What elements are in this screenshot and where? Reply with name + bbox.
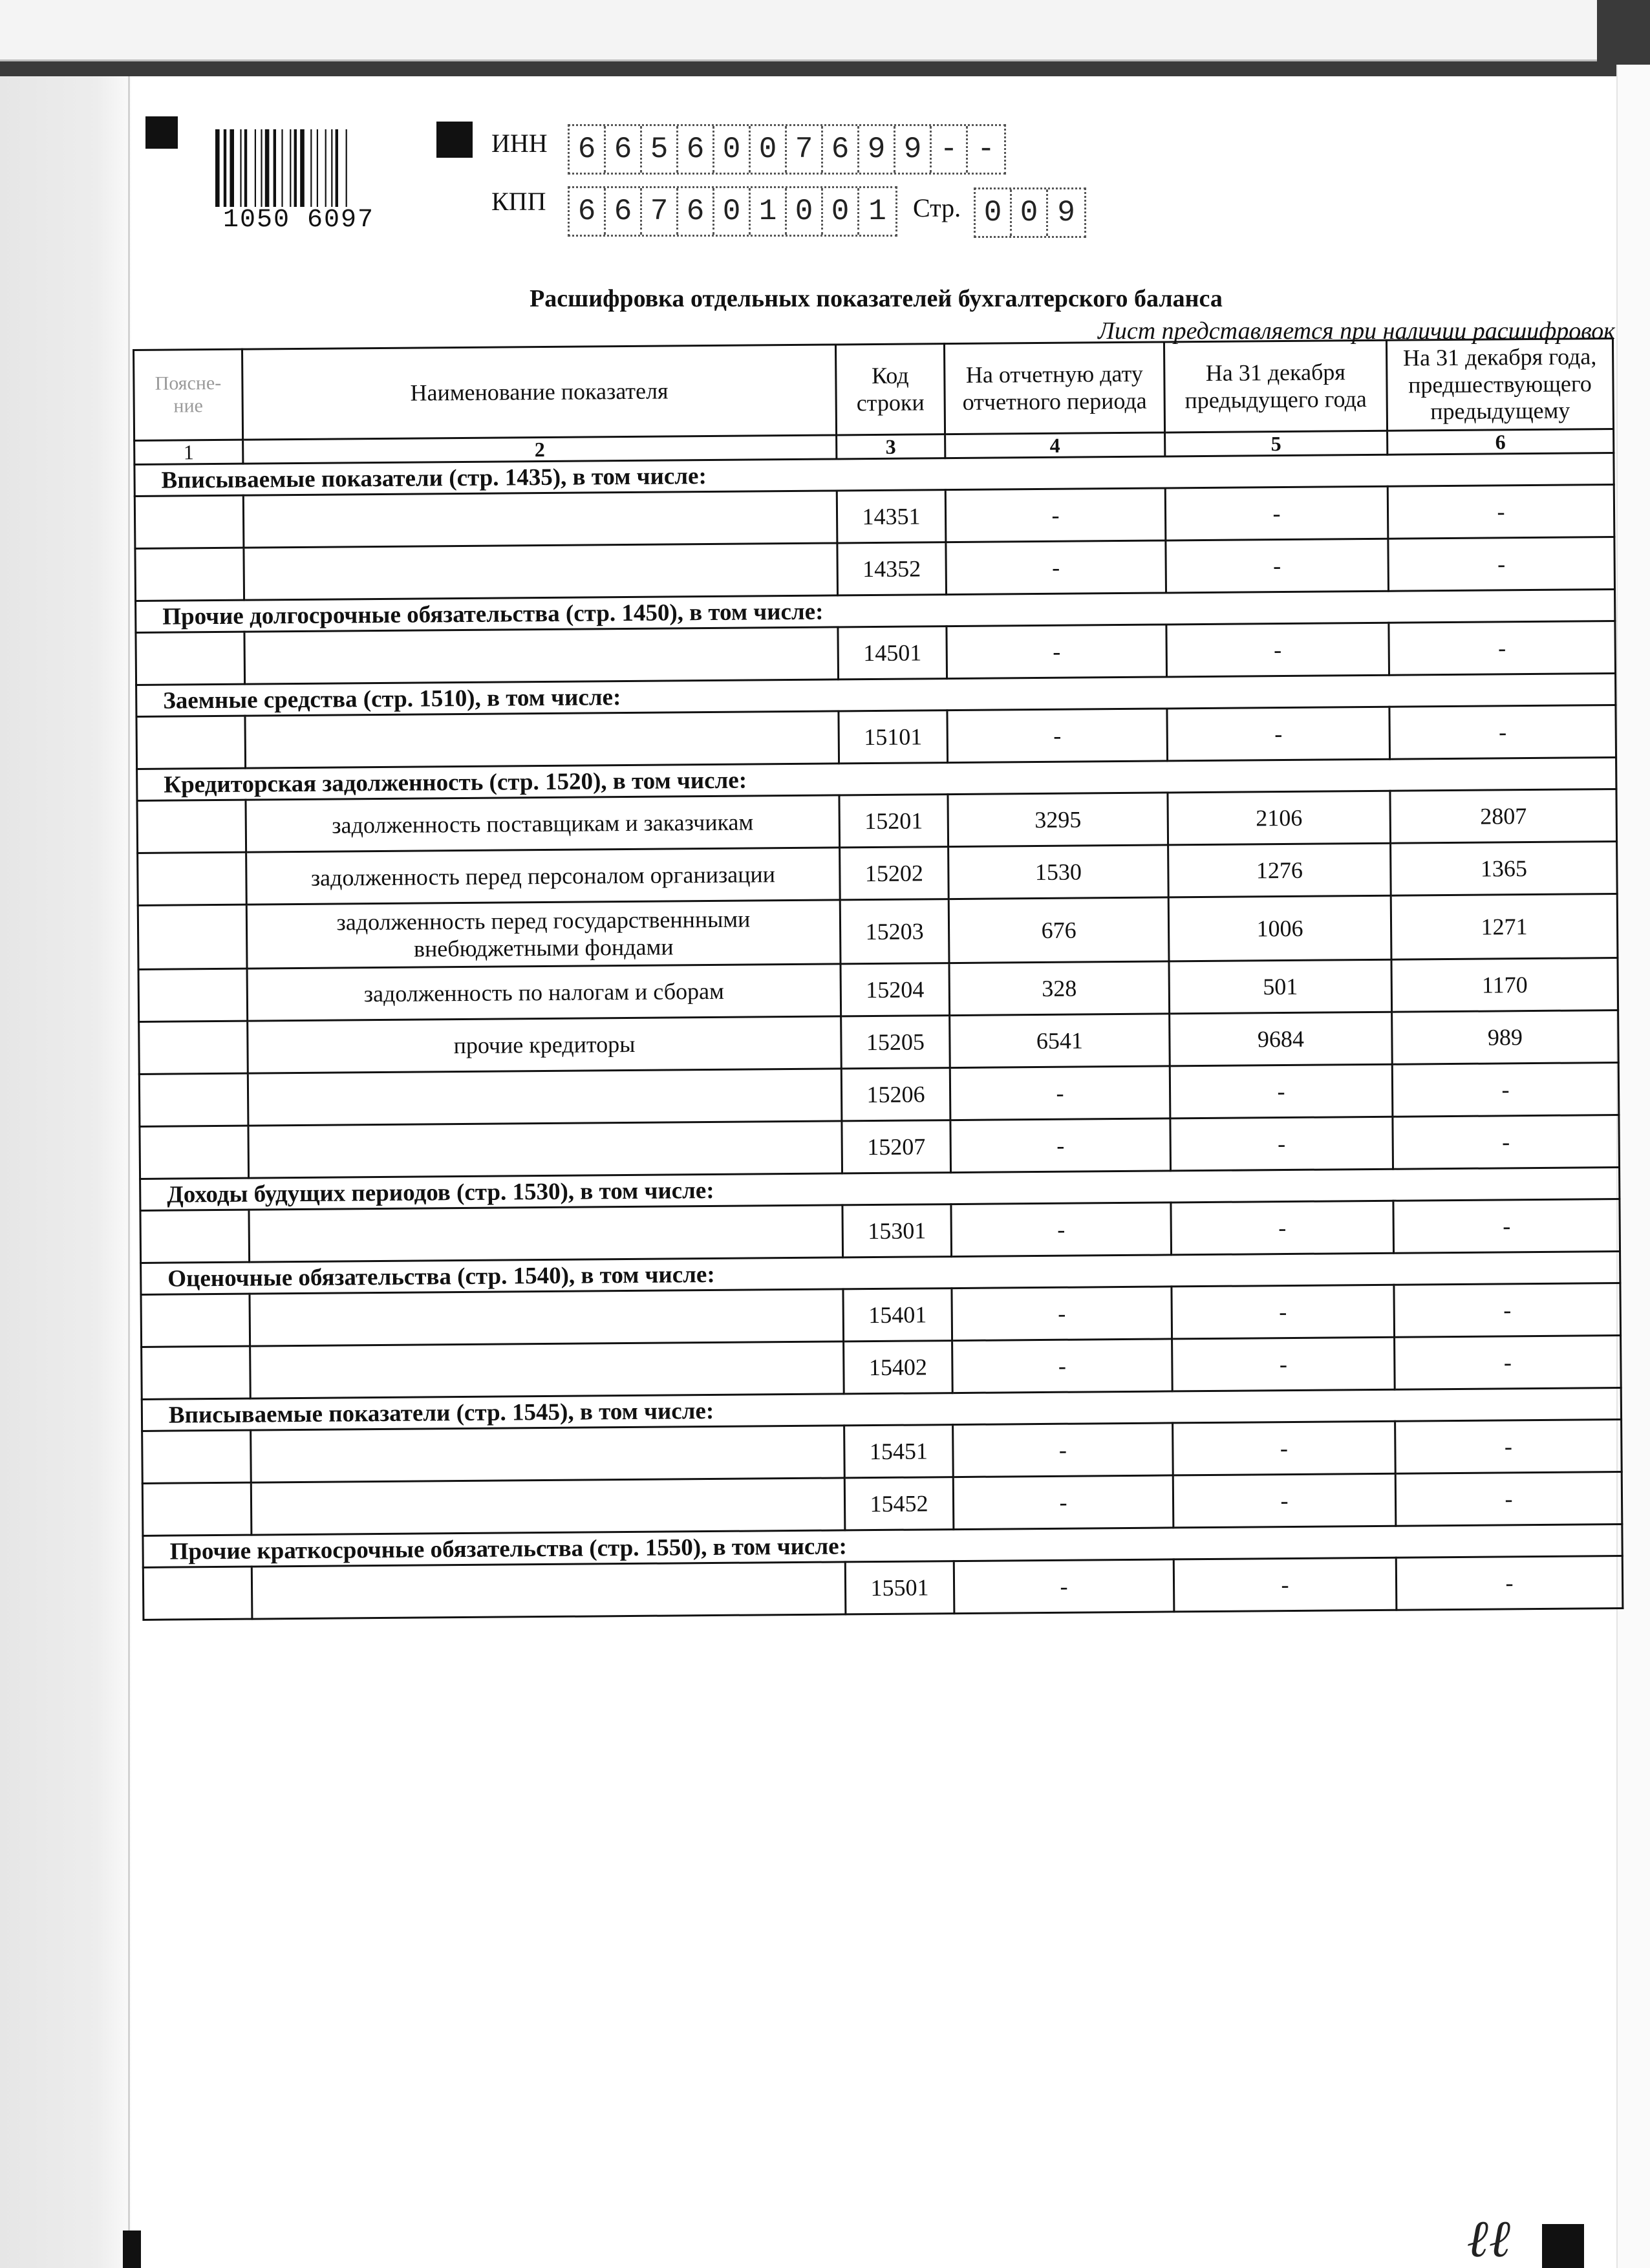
explanation-cell [142, 1430, 252, 1483]
section-title: Вписываемые показатели (стр. 1435), в том числе: [134, 453, 1614, 497]
scan-paper-fold [0, 0, 1597, 61]
digit-cell: 6 [606, 126, 642, 173]
indicator-name [250, 1289, 844, 1346]
value-current-period: - [952, 1339, 1173, 1393]
value-current-period: - [952, 1287, 1172, 1341]
indicator-name [250, 1342, 844, 1398]
value-prev-year: - [1170, 1064, 1393, 1118]
digit-cell: 0 [787, 188, 823, 235]
explanation-cell [135, 548, 244, 601]
digit-cell: 0 [1012, 189, 1048, 236]
corner-mark-bottom-right [1542, 2224, 1584, 2268]
indicator-name [244, 543, 838, 600]
page-number-field [974, 187, 1086, 238]
column-number: 2 [243, 435, 837, 464]
table-row [143, 1556, 1623, 1620]
explanation-cell [142, 1482, 252, 1535]
digit-cell: 0 [823, 188, 859, 235]
value-current-period: 676 [948, 897, 1169, 963]
header-prev-year: На 31 декабря предыдущего года [1164, 340, 1387, 433]
row-code: 15203 [840, 899, 949, 964]
value-prev-prev-year: - [1389, 705, 1616, 760]
row-code: 15452 [844, 1477, 954, 1530]
value-prev-prev-year: - [1395, 1335, 1622, 1389]
digit-cell: 7 [787, 126, 823, 173]
barcode [215, 129, 396, 207]
indicator-name: задолженность перед персоналом организации [246, 848, 841, 904]
value-prev-year: - [1173, 1421, 1396, 1475]
row-code: 15201 [839, 795, 948, 848]
value-prev-year: - [1173, 1473, 1396, 1528]
indicator-name: задолженность по налогам и сборам [247, 964, 841, 1021]
digit-cell: 6 [570, 188, 606, 235]
column-number: 5 [1165, 431, 1388, 456]
row-code: 15207 [842, 1120, 951, 1173]
value-current-period: 6541 [950, 1014, 1170, 1068]
header-current-period: На отчетную дату отчетного периода [944, 342, 1164, 434]
value-prev-prev-year: 1271 [1391, 893, 1618, 959]
header-code: Код строки [835, 344, 945, 435]
explanation-cell [137, 800, 246, 853]
value-prev-year: - [1166, 623, 1389, 677]
indicator-name: задолженность перед государственнными внебюджетными фондами [246, 900, 841, 968]
value-prev-prev-year: 2807 [1390, 789, 1617, 843]
value-prev-year: - [1166, 539, 1389, 593]
value-current-period: - [950, 1066, 1170, 1120]
digit-cell: 6 [823, 126, 859, 173]
explanation-cell [141, 1294, 250, 1347]
value-current-period: 328 [949, 961, 1170, 1016]
explanation-cell [136, 632, 245, 685]
page-label: Стр. [913, 193, 961, 222]
explanation-cell [140, 1126, 249, 1179]
document-title: Расшифровка отдельных показателей бухгалтерского баланса [530, 285, 1223, 312]
indicator-name [249, 1205, 843, 1262]
value-prev-year: - [1167, 707, 1390, 761]
row-code: 15401 [843, 1289, 952, 1342]
value-prev-prev-year: - [1393, 1199, 1620, 1253]
value-prev-year: - [1172, 1285, 1395, 1339]
digit-cell: 6 [678, 126, 714, 173]
value-prev-year: - [1172, 1337, 1395, 1391]
scan-edge-line [128, 76, 130, 2268]
value-prev-year: 501 [1169, 959, 1392, 1014]
explanation-cell [140, 1210, 250, 1263]
explanation-cell [136, 716, 246, 769]
value-prev-prev-year: - [1388, 537, 1615, 592]
value-prev-year: - [1170, 1117, 1393, 1171]
section-title: Заемные средства (стр. 1510), в том числе: [136, 674, 1616, 717]
value-prev-prev-year: - [1388, 485, 1614, 539]
value-current-period: - [947, 709, 1168, 763]
value-prev-prev-year: - [1392, 1062, 1619, 1117]
corner-mark-top-left [145, 116, 178, 149]
value-prev-prev-year: - [1395, 1471, 1622, 1526]
row-code: 14501 [838, 626, 947, 679]
value-current-period: - [953, 1423, 1173, 1477]
indicator-name [248, 1121, 842, 1178]
row-code: 15206 [841, 1068, 950, 1121]
digit-cell: 7 [642, 188, 678, 235]
digit-cell: 9 [895, 126, 932, 173]
section-title: Прочие долгосрочные обязательства (стр. 1450), в том числе: [136, 590, 1615, 633]
value-prev-year: - [1171, 1201, 1394, 1255]
row-code: 15301 [842, 1204, 952, 1257]
digit-cell: 6 [570, 126, 606, 173]
balance-breakdown-table-wrap [133, 337, 1622, 1621]
section-title: Кредиторская задолженность (стр. 1520), в том числе: [137, 757, 1616, 800]
value-prev-year: 1276 [1168, 843, 1391, 897]
indicator-name [251, 1478, 845, 1535]
value-prev-year: 2106 [1168, 791, 1391, 845]
value-prev-prev-year: - [1389, 621, 1616, 676]
value-prev-year: 1006 [1168, 895, 1391, 961]
digit-cell: 1 [751, 188, 787, 235]
section-title: Оценочные обязательства (стр. 1540), в том числе: [141, 1251, 1620, 1294]
value-prev-year: - [1173, 1557, 1397, 1612]
digit-cell: 1 [868, 195, 886, 228]
table-body [134, 453, 1623, 1620]
digit-cell: 9 [859, 126, 895, 173]
inn-field [568, 124, 1006, 175]
row-code: 15204 [841, 963, 950, 1016]
indicator-name [251, 1426, 845, 1482]
digit-cell: - [977, 133, 995, 166]
kpp-field [568, 186, 897, 237]
digit-cell: 5 [642, 126, 678, 173]
scan-edge-right [1616, 65, 1650, 2268]
table-row [138, 893, 1618, 969]
indicator-name: задолженность поставщикам и заказчикам [246, 795, 840, 852]
column-number: 3 [837, 434, 945, 459]
explanation-cell [139, 1021, 248, 1074]
value-prev-year: 9684 [1170, 1012, 1393, 1066]
explanation-cell [138, 904, 247, 969]
value-prev-prev-year: 1365 [1391, 841, 1618, 895]
indicator-name [245, 711, 839, 768]
value-prev-prev-year: 989 [1392, 1010, 1619, 1064]
row-code: 15205 [841, 1016, 950, 1069]
header-name: Наименование показателя [242, 345, 837, 440]
value-prev-year: - [1165, 486, 1388, 540]
value-current-period: 3295 [948, 793, 1168, 847]
explanation-cell [142, 1346, 251, 1399]
header-row [134, 339, 1614, 441]
value-current-period: - [945, 488, 1166, 542]
digit-cell: 0 [976, 189, 1012, 236]
value-prev-prev-year: - [1393, 1115, 1620, 1169]
barcode-number: 1050 6097 [223, 206, 375, 235]
digit-cell: 6 [678, 188, 714, 235]
header-explanation: Поясне-ние [134, 349, 243, 440]
digit-cell: 9 [1057, 196, 1075, 230]
digit-cell: 0 [751, 126, 787, 173]
document-subtitle: Лист представляется при наличии расшифровок [1098, 317, 1615, 345]
value-current-period: - [953, 1475, 1173, 1530]
row-code: 15402 [844, 1341, 953, 1394]
section-title: Прочие краткосрочные обязательства (стр. 1550), в том числе: [143, 1524, 1622, 1567]
row-code: 15202 [840, 847, 949, 900]
handwritten-mark: ℓℓ [1468, 2211, 1512, 2268]
explanation-cell [138, 852, 247, 905]
row-code: 15101 [839, 711, 948, 764]
digit-cell: 0 [714, 126, 751, 173]
column-number: 4 [945, 433, 1165, 458]
kpp-label: КПП [491, 187, 546, 216]
value-prev-prev-year: - [1396, 1556, 1623, 1610]
indicator-name [248, 1069, 842, 1126]
explanation-cell [139, 1073, 248, 1126]
column-number: 6 [1388, 429, 1614, 455]
value-current-period: - [950, 1118, 1171, 1173]
scan-shadow-left [0, 76, 133, 2268]
explanation-cell [138, 968, 248, 1022]
indicator-name [252, 1562, 846, 1619]
section-title: Доходы будущих периодов (стр. 1530), в том числе: [140, 1167, 1620, 1210]
indicator-name [243, 491, 837, 548]
explanation-cell [134, 495, 244, 548]
digit-cell: - [932, 126, 968, 173]
section-title: Вписываемые показатели (стр. 1545), в том числе: [142, 1387, 1621, 1431]
value-prev-prev-year: 1170 [1391, 957, 1618, 1012]
value-current-period: - [954, 1559, 1174, 1614]
row-code: 15451 [844, 1425, 954, 1478]
value-current-period: - [947, 625, 1167, 679]
row-code: 15501 [845, 1561, 954, 1614]
indicator-name: прочие кредиторы [248, 1016, 842, 1073]
value-current-period: - [946, 540, 1166, 595]
indicator-name [244, 627, 839, 684]
digit-cell: 0 [714, 188, 751, 235]
digit-cell: 6 [606, 188, 642, 235]
value-current-period: - [951, 1203, 1172, 1257]
corner-mark-bottom-left [123, 2231, 141, 2268]
corner-mark-top-right [436, 122, 473, 158]
inn-label: ИНН [491, 129, 548, 158]
column-number: 1 [134, 440, 243, 464]
value-prev-prev-year: - [1394, 1283, 1621, 1337]
row-code: 14351 [837, 490, 946, 543]
value-current-period: 1530 [948, 845, 1169, 899]
value-prev-prev-year: - [1395, 1419, 1622, 1473]
explanation-cell [143, 1567, 252, 1620]
balance-breakdown-table [133, 337, 1623, 1621]
header-prev-prev-year: На 31 декабря года, предшествующего предыдущему [1386, 339, 1613, 431]
row-code: 14352 [837, 542, 947, 595]
